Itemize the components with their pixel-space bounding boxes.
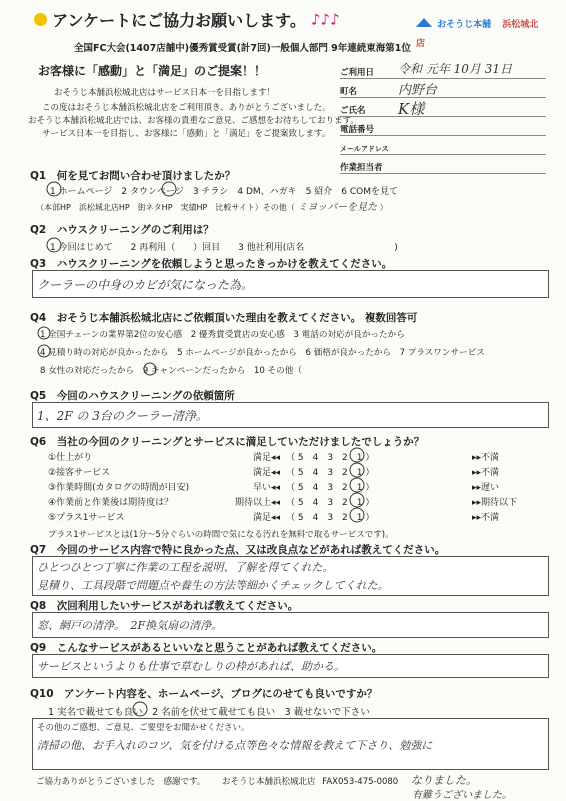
- intro-4: サービス日本一を目指し、お客様に「感動」と「満足」をご提案致します。: [42, 129, 331, 139]
- awards-text: 全国FC大会(1407店舗中)優秀賞受賞(計7回)一般個人部門 9年連続東海第1位: [74, 43, 411, 54]
- staff-row: [340, 155, 546, 174]
- info-block: [340, 60, 546, 174]
- q1-sub-text: （本部HP 浜松城北店HP 街ネタHP 実績HP 比較サイト）その他（: [36, 203, 295, 212]
- q6-row-scale[interactable]: （ 5 4 3 2 1 ）: [286, 513, 375, 523]
- q6-row-left: 期待以上◂◂: [234, 498, 280, 508]
- q6-row-scale[interactable]: （ 5 4 3 2 1 ）: [286, 483, 375, 493]
- q1-sub: [36, 198, 388, 213]
- phone-label: 電話番号: [340, 125, 375, 135]
- q6-title: Q6 当社の今回のクリーニングとサービスに満足していただけましたでしょうか？: [30, 436, 425, 448]
- q4-line-3[interactable]: 8 女性の対応だったから 9 キャンペーンだったから 10 その他（: [40, 366, 302, 376]
- q10-other-label: その他のご感想、ご意見、ご要望をお聞かせください。: [37, 723, 250, 733]
- q8-title: Q8 次回利用したいサービスがあれば教えてください。: [30, 600, 299, 612]
- q6-rows: [48, 450, 548, 525]
- q6-row-left: 満足◂◂: [252, 513, 280, 523]
- q5-answer-box[interactable]: [32, 402, 549, 428]
- q2-title: Q2 ハウスクリーニングのご利用は？: [30, 224, 214, 236]
- q6-row: [48, 465, 548, 480]
- q10-title: Q10 アンケート内容を、ホームページ、ブログにのせても良いですか？: [30, 688, 378, 700]
- survey-title: アンケートにご協力お願いします。: [52, 11, 306, 30]
- name-label: ご氏名: [340, 106, 366, 116]
- q6-row-scale[interactable]: （ 5 4 3 2 1 ）: [286, 453, 375, 463]
- q10-answer-line-3: 有難うございました。: [412, 790, 512, 801]
- q6-row-right: ▸▸不満: [472, 453, 500, 463]
- brand-logo: [416, 12, 544, 50]
- q3-answer: クーラーの中身のカビが気になった為。: [37, 278, 254, 292]
- q4-title: Q4 おそうじ本舗浜松城北店にご依頼頂いた理由を教えてください。 複数回答可: [30, 312, 418, 324]
- intro-2: この度はおそうじ本舗浜松城北店をご利用頂き、ありがとうございました。: [42, 103, 331, 113]
- q7-title: Q7 今回のサービス内容で特に良かった点、又は改良点などがあれば教えてください。: [30, 544, 446, 556]
- music-notes: ♪♪♪: [310, 10, 340, 29]
- smile-icon: [34, 13, 47, 26]
- q10-options[interactable]: 1 実名で載せても良い 2 名前を伏せて載せても良い 3 載せないで下さい: [48, 707, 370, 718]
- q4-line-2[interactable]: 4 見積り時の対応が良かったから 5 ホームページが良かったから 6 価格が良かったから 7 プラスワンサービス: [40, 348, 485, 358]
- q7-answer-box[interactable]: [32, 556, 549, 596]
- q6-row-label: ⑤プラス1サービス: [48, 513, 125, 523]
- q6-row-scale[interactable]: （ 5 4 3 2 1 ）: [286, 498, 375, 508]
- town-row: [340, 79, 546, 98]
- q6-row-left: 満足◂◂: [252, 468, 280, 478]
- phone-row: [340, 117, 546, 136]
- q6-row-right: ▸▸不満: [472, 468, 500, 478]
- q9-answer: サービスというよりも仕事で草むしりの枠があれば、助かる。: [37, 660, 345, 673]
- footer-store: おそうじ本舗浜松城北店: [222, 777, 316, 787]
- town-label: 町名: [340, 87, 358, 97]
- intro-3: おそうじ本舗浜松城北店では、お客様の貴重なご意見、ご感想をお待ちしております。: [28, 116, 359, 126]
- q7-answer-line-2: 見積り、工具段階で問題点や養生の方法等細かくチェックしてくれた。: [37, 579, 389, 592]
- name-row: [340, 98, 546, 117]
- q6-row-label: ①仕上がり: [48, 453, 93, 463]
- q1-close-paren: ）: [379, 203, 388, 212]
- mail-row: [340, 136, 546, 155]
- q6-row-scale[interactable]: （ 5 4 3 2 1 ）: [286, 468, 375, 478]
- q7-answer-line-1: ひとつひとつ丁寧に作業の工程を説明、了解を得てくれた。: [37, 561, 334, 574]
- q6-row-left: 早い◂◂: [252, 483, 280, 493]
- q3-title: Q3 ハウスクリーニングを依頼しようと思ったきっかけを教えてください。: [30, 258, 393, 270]
- q6-row-right: ▸▸遅い: [472, 483, 500, 493]
- q6-row: [48, 495, 548, 510]
- q1-answer[interactable]: ミヨッパーを見た: [297, 202, 378, 213]
- town-value[interactable]: 内野台: [398, 83, 438, 98]
- brand-name: おそうじ本舗: [437, 20, 492, 30]
- footer-thanks: ご協力ありがとうございました 感謝です。: [36, 777, 206, 787]
- q1-options[interactable]: 1 ホームページ 2 タウンページ 3 チラシ 4 DM、ハガキ 5 紹介 6 COMを見て: [50, 187, 398, 197]
- proposal-text: お客様に「感動」と「満足」のご提案！！: [38, 64, 267, 78]
- q6-row-right: ▸▸不満: [472, 513, 500, 523]
- q2-options[interactable]: 1 今回はじめて 2 再利用（ ）回目 3 他社利用(店名 ): [50, 243, 398, 253]
- q6-row-label: ④作業前と作業後は期待度は？: [48, 498, 174, 508]
- q8-answer-box[interactable]: [32, 612, 549, 638]
- q6-row: [48, 510, 548, 525]
- date-label: ご利用日: [340, 68, 375, 78]
- q6-note: プラス1サービスとは(1分～5分ぐらいの時間で気になる汚れを無料で取るサービスです)。: [48, 530, 394, 540]
- q10-answer-line-1: 清掃の他、お手入れのコツ、気を付ける点等色々な情報を教えて下さり、勉強に: [37, 739, 433, 752]
- footer-fax: FAX053-475-0080: [322, 777, 399, 787]
- q8-answer: 窓、網戸の清浄。 2F換気扇の清浄。: [37, 619, 223, 632]
- q6-row-label: ②接客サービス: [48, 468, 111, 478]
- name-value[interactable]: K様: [398, 100, 425, 118]
- date-row: [340, 60, 546, 79]
- q4-line-1[interactable]: 1 全国チェーンの業界第2位の安心感 2 優秀賞受賞店の安心感 3 電話の対応が良かったから: [40, 330, 405, 340]
- date-value[interactable]: 令和 元年 10月 31日: [398, 62, 512, 76]
- house-icon: [416, 18, 432, 27]
- q9-title: Q9 こんなサービスがあるといいなと思うことがあれば教えてください。: [30, 642, 383, 654]
- q6-row: [48, 450, 548, 465]
- q6-row-left: 満足◂◂: [252, 453, 280, 463]
- q1-title: Q1 何を見てお問い合わせ頂けましたか？: [30, 170, 236, 182]
- q6-row-right: ▸▸期待以下: [472, 498, 518, 508]
- mail-label: メールアドレス: [340, 145, 389, 153]
- staff-label: 作業担当者: [340, 163, 383, 173]
- q5-title: Q5 今回のハウスクリーニングの依頼箇所: [30, 390, 235, 402]
- q10-other-box[interactable]: [32, 718, 549, 770]
- q6-row-label: ③作業時間(カタログの時間が目安): [48, 483, 190, 493]
- store-name: 浜松城北店: [416, 20, 539, 49]
- q5-answer: 1、2F の 3台のクーラー清浄。: [37, 409, 208, 423]
- q6-row: [48, 480, 548, 495]
- q10-answer-line-2: なりました。: [410, 774, 477, 787]
- q9-answer-box[interactable]: [32, 654, 549, 678]
- q3-answer-box[interactable]: [32, 270, 549, 298]
- intro-1: おそうじ本舗浜松城北店はサービス日本一を目指します！: [54, 88, 276, 98]
